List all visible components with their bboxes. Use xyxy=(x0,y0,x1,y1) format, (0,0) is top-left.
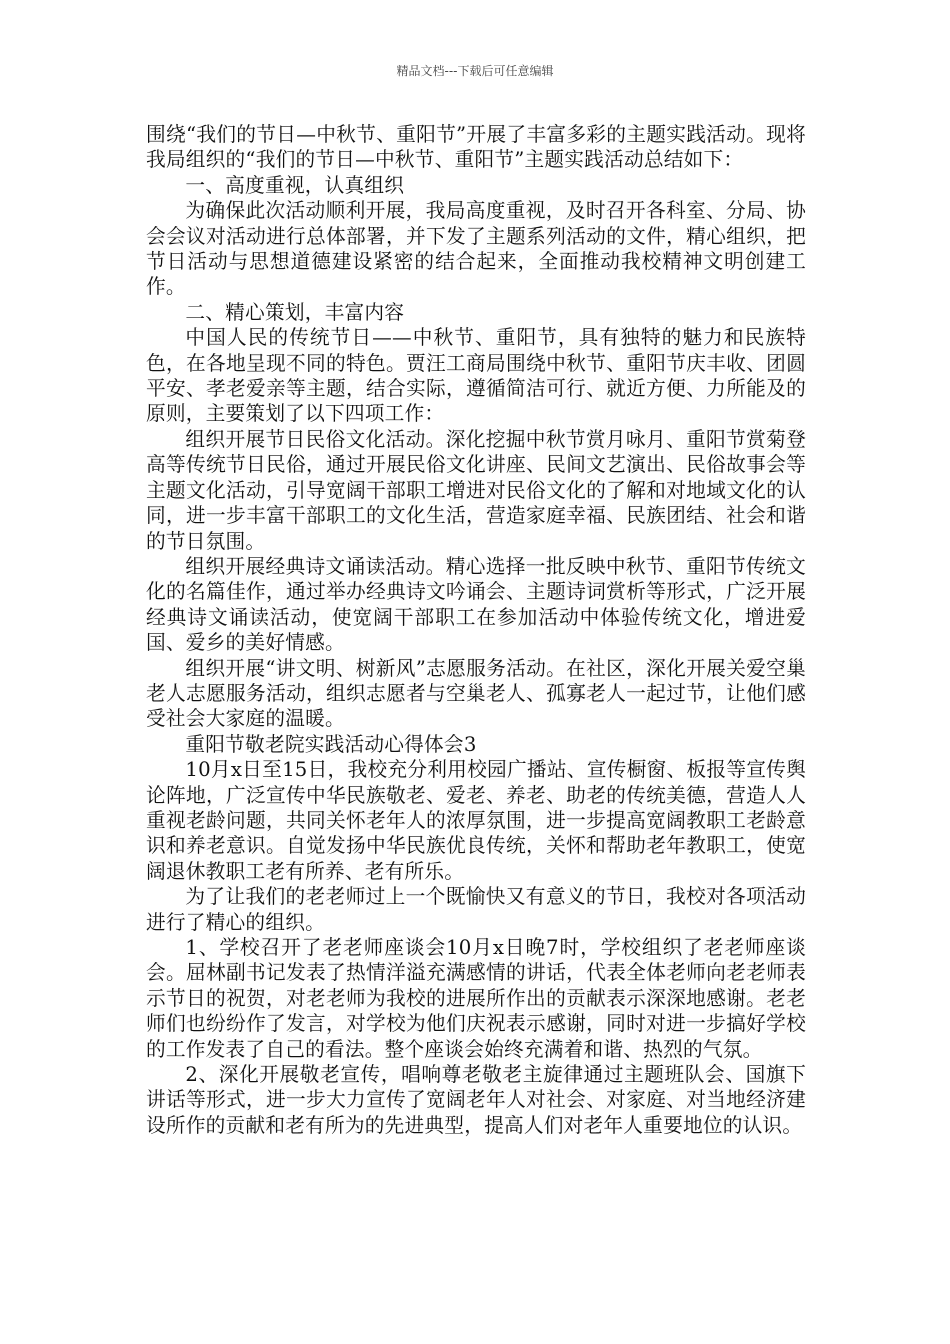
paragraph-8: 1、学校召开了老老师座谈会10月x日晚7时，学校组织了老老师座谈会。屈林副书记发表了热情洋溢充满感情的讲话，代表全体老师向老老师表示节日的祝贺，对老老师为我校的进展所作出的贡献表示深深地感谢。老老师们也纷纷作了发言，对学校为他们庆祝表示感谢，同时对进一步搞好学校的工作发表了自己的看法。整个座谈会始终充满着和谐、热烈的气氛。 xyxy=(146,936,806,1061)
subtitle-line: 重阳节敬老院实践活动心得体会3 xyxy=(185,732,477,756)
paragraph-9: 2、深化开展敬老宣传，唱响尊老敬老主旋律通过主题班队会、国旗下讲话等形式，进一步大力宣传了宽阔老年人对社会、对家庭、对当地经济建设所作的贡献和老有所为的先进典型，提高人们对老年人重要地位的认识。 xyxy=(146,1063,806,1137)
paragraph-4: 组织开展经典诗文诵读活动。精心选择一批反映中秋节、重阳节传统文化的名篇佳作，通过举办经典诗文吟诵会、主题诗词赏析等形式，广泛开展经典诗文诵读活动，使宽阔干部职工在参加活动中体验传统文化，增进爱国、爱乡的美好情感。 xyxy=(146,554,806,655)
document-body xyxy=(146,122,806,1138)
paragraph-3: 组织开展节日民俗文化活动。深化挖掘中秋节赏月咏月、重阳节赏菊登高等传统节日民俗，通过开展民俗文化讲座、民间文艺演出、民俗故事会等主题文化活动，引导宽阔干部职工增进对民俗文化的了解和对地域文化的认同，进一步丰富干部职工的文化生活，营造家庭幸福、民族团结、社会和谐的节日氛围。 xyxy=(146,427,806,553)
paragraph-1: 为确保此次活动顺利开展，我局高度重视，及时召开各科室、分局、协会会议对活动进行总体部署，并下发了主题系列活动的文件，精心组织，把节日活动与思想道德建设紧密的结合起来，全面推动我校精神文明创建工作。 xyxy=(146,199,806,299)
section-heading-1: 一、高度重视，认真组织 xyxy=(185,173,405,197)
paragraph-5: 组织开展“讲文明、树新风”志愿服务活动。在社区，深化开展关爱空巢老人志愿服务活动，组织志愿者与空巢老人、孤寡老人一起过节，让他们感受社会大家庭的温暖。 xyxy=(146,656,806,731)
page-header: 精品文档---下载后可任意编辑 xyxy=(396,64,554,78)
section-heading-2: 二、精心策划，丰富内容 xyxy=(185,300,405,324)
paragraph-7: 为了让我们的老老师过上一个既愉快又有意义的节日，我校对各项活动进行了精心的组织。 xyxy=(146,885,806,934)
paragraph-intro: 围绕“我们的节日—中秋节、重阳节”开展了丰富多彩的主题实践活动。现将我局组织的“我们的节日—中秋节、重阳节”主题实践活动总结如下： xyxy=(146,123,806,172)
paragraph-6: 10月x日至15日，我校充分利用校园广播站、宣传橱窗、板报等宣传舆论阵地，广泛宣传中华民族敬老、爱老、养老、助老的传统美德，营造人人重视老龄问题，共同关怀老年人的浓厚氛围，进一步提高宽阔教职工老龄意识和养老意识。自觉发扬中华民族优良传统，关怀和帮助老年教职工，使宽阔退休教职工老有所养、老有所乐。 xyxy=(146,758,806,883)
paragraph-2: 中国人民的传统节日——中秋节、重阳节，具有独特的魅力和民族特色，在各地呈现不同的特色。贾汪工商局围绕中秋节、重阳节庆丰收、团圆平安、孝老爱亲等主题，结合实际，遵循简洁可行、就近方便、力所能及的原则，主要策划了以下四项工作： xyxy=(146,326,806,426)
